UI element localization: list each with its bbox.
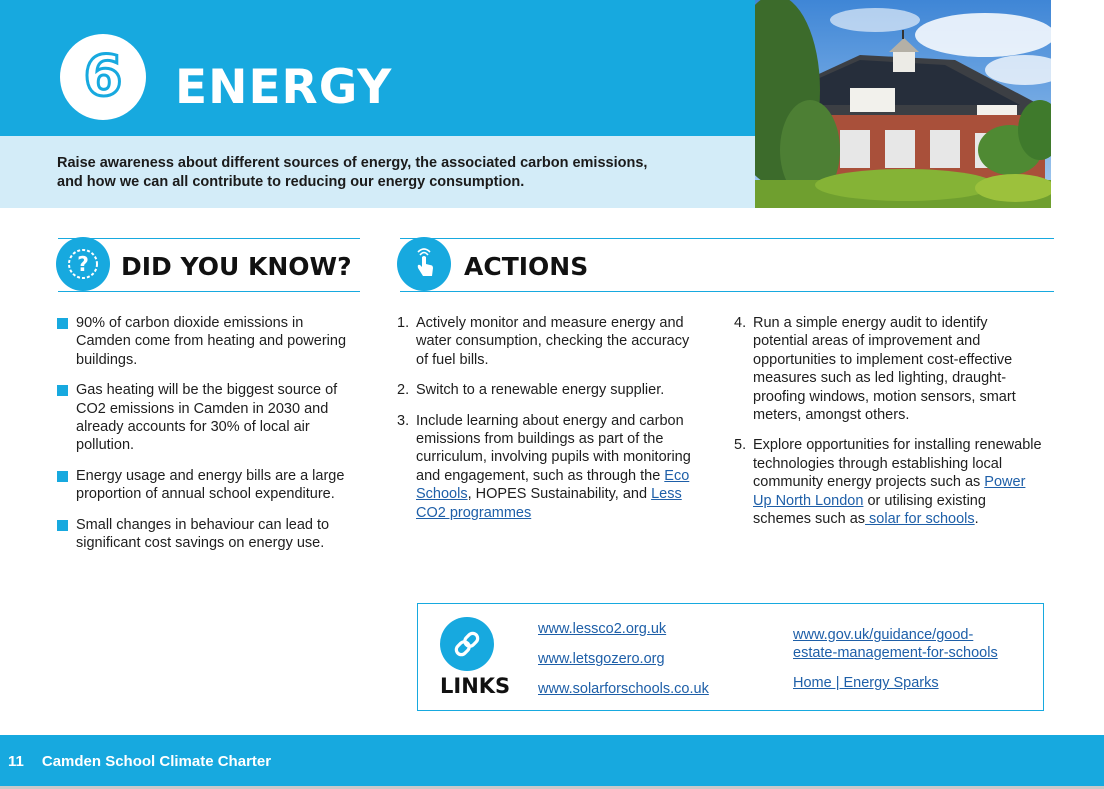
action-text: Include learning about energy and carbon emissions from buildings as part of the curriculum, involving pupils with monitoring and engagement, such as through the xyxy=(416,412,691,484)
did-you-know-top-rule xyxy=(58,238,360,239)
pointing-hand-icon xyxy=(397,237,451,291)
action-number: 2. xyxy=(397,382,410,399)
action-item xyxy=(397,412,697,522)
intro-line-2: and how we can all contribute to reducing our energy consumption. xyxy=(57,174,525,190)
link-gov-guidance[interactable] xyxy=(793,626,998,662)
page-title: ENERGY xyxy=(175,60,393,115)
question-mark-icon xyxy=(56,237,110,291)
links-title: LINKS xyxy=(440,674,511,698)
section-number: 6 xyxy=(83,44,123,109)
action-item xyxy=(397,381,697,399)
link-gov-guidance-line-2: estate-management-for-schools xyxy=(793,645,998,661)
actions-title: ACTIONS xyxy=(464,252,589,281)
link-gov-guidance-line-1: www.gov.uk/guidance/good- xyxy=(793,627,974,643)
action-number: 1. xyxy=(397,315,410,331)
power-up-north-london-link[interactable]: Power Up North London xyxy=(753,474,1026,509)
school-building-photo xyxy=(755,0,1051,208)
intro-line-1: Raise awareness about different sources of energy, the associated carbon emissions, xyxy=(57,155,648,171)
action-text: Explore opportunities for installing renewable technologies through establishing local community energy projects such as xyxy=(753,437,1042,491)
list-item: Energy usage and energy bills are a large proportion of annual school expenditure. xyxy=(57,467,357,504)
action-number: 4. xyxy=(734,315,747,331)
footer xyxy=(8,753,271,770)
action-item xyxy=(397,314,697,369)
action-text: . xyxy=(974,511,979,528)
less-co2-programmes-link[interactable]: Less CO2 programmes xyxy=(416,486,682,521)
list-item: Small changes in behaviour can lead to significant cost savings on energy use. xyxy=(57,516,357,553)
school-building-illustration xyxy=(755,0,1051,208)
intro-text xyxy=(57,154,737,192)
list-item: 90% of carbon dioxide emissions in Camden come from heating and powering buildings. xyxy=(57,314,357,369)
link-energy-sparks[interactable]: Home | Energy Sparks xyxy=(793,675,939,691)
eco-schools-link[interactable]: Eco Schools xyxy=(416,467,690,503)
page-number: 11 xyxy=(8,753,24,770)
list-item: Gas heating will be the biggest source of CO2 emissions in Camden in 2030 and already accounts for 30% of local air pollution. xyxy=(57,381,357,455)
action-text: , HOPES Sustainability, and xyxy=(467,486,652,503)
link-lessco2[interactable]: www.lessco2.org.uk xyxy=(538,621,667,637)
action-item xyxy=(734,314,1044,424)
actions-list-col-1 xyxy=(397,314,697,534)
did-you-know-bottom-rule xyxy=(58,291,360,292)
action-text: Switch to a renewable energy supplier. xyxy=(416,382,665,399)
action-number: 3. xyxy=(397,412,410,429)
chain-link-icon xyxy=(440,617,494,671)
actions-top-rule xyxy=(400,238,1054,239)
action-text: Actively monitor and measure energy and water consumption, checking the accuracy of fuel bills. xyxy=(416,315,690,368)
link-letsgozero[interactable]: www.letsgozero.org xyxy=(538,651,665,667)
link-solarforschools[interactable]: www.solarforschools.co.uk xyxy=(538,681,709,697)
svg-text:?: ? xyxy=(77,252,89,276)
actions-bottom-rule xyxy=(400,291,1054,292)
action-text: or utilising existing schemes such as xyxy=(753,492,986,528)
action-text: Run a simple energy audit to identify potential areas of improvement and opportunities to implement cost-effective measures such as led lighting, draught-proofing windows, motion sensors, smart meters, amongst others. xyxy=(753,315,1016,424)
did-you-know-title: DID YOU KNOW? xyxy=(121,252,352,281)
did-you-know-list xyxy=(57,314,357,564)
footer-title: Camden School Climate Charter xyxy=(41,753,272,770)
actions-list-col-2 xyxy=(734,314,1044,540)
action-item xyxy=(734,436,1044,528)
section-number-badge xyxy=(60,34,146,120)
solar-for-schools-link[interactable]: solar for schools xyxy=(865,511,975,528)
action-number: 5. xyxy=(734,437,747,454)
